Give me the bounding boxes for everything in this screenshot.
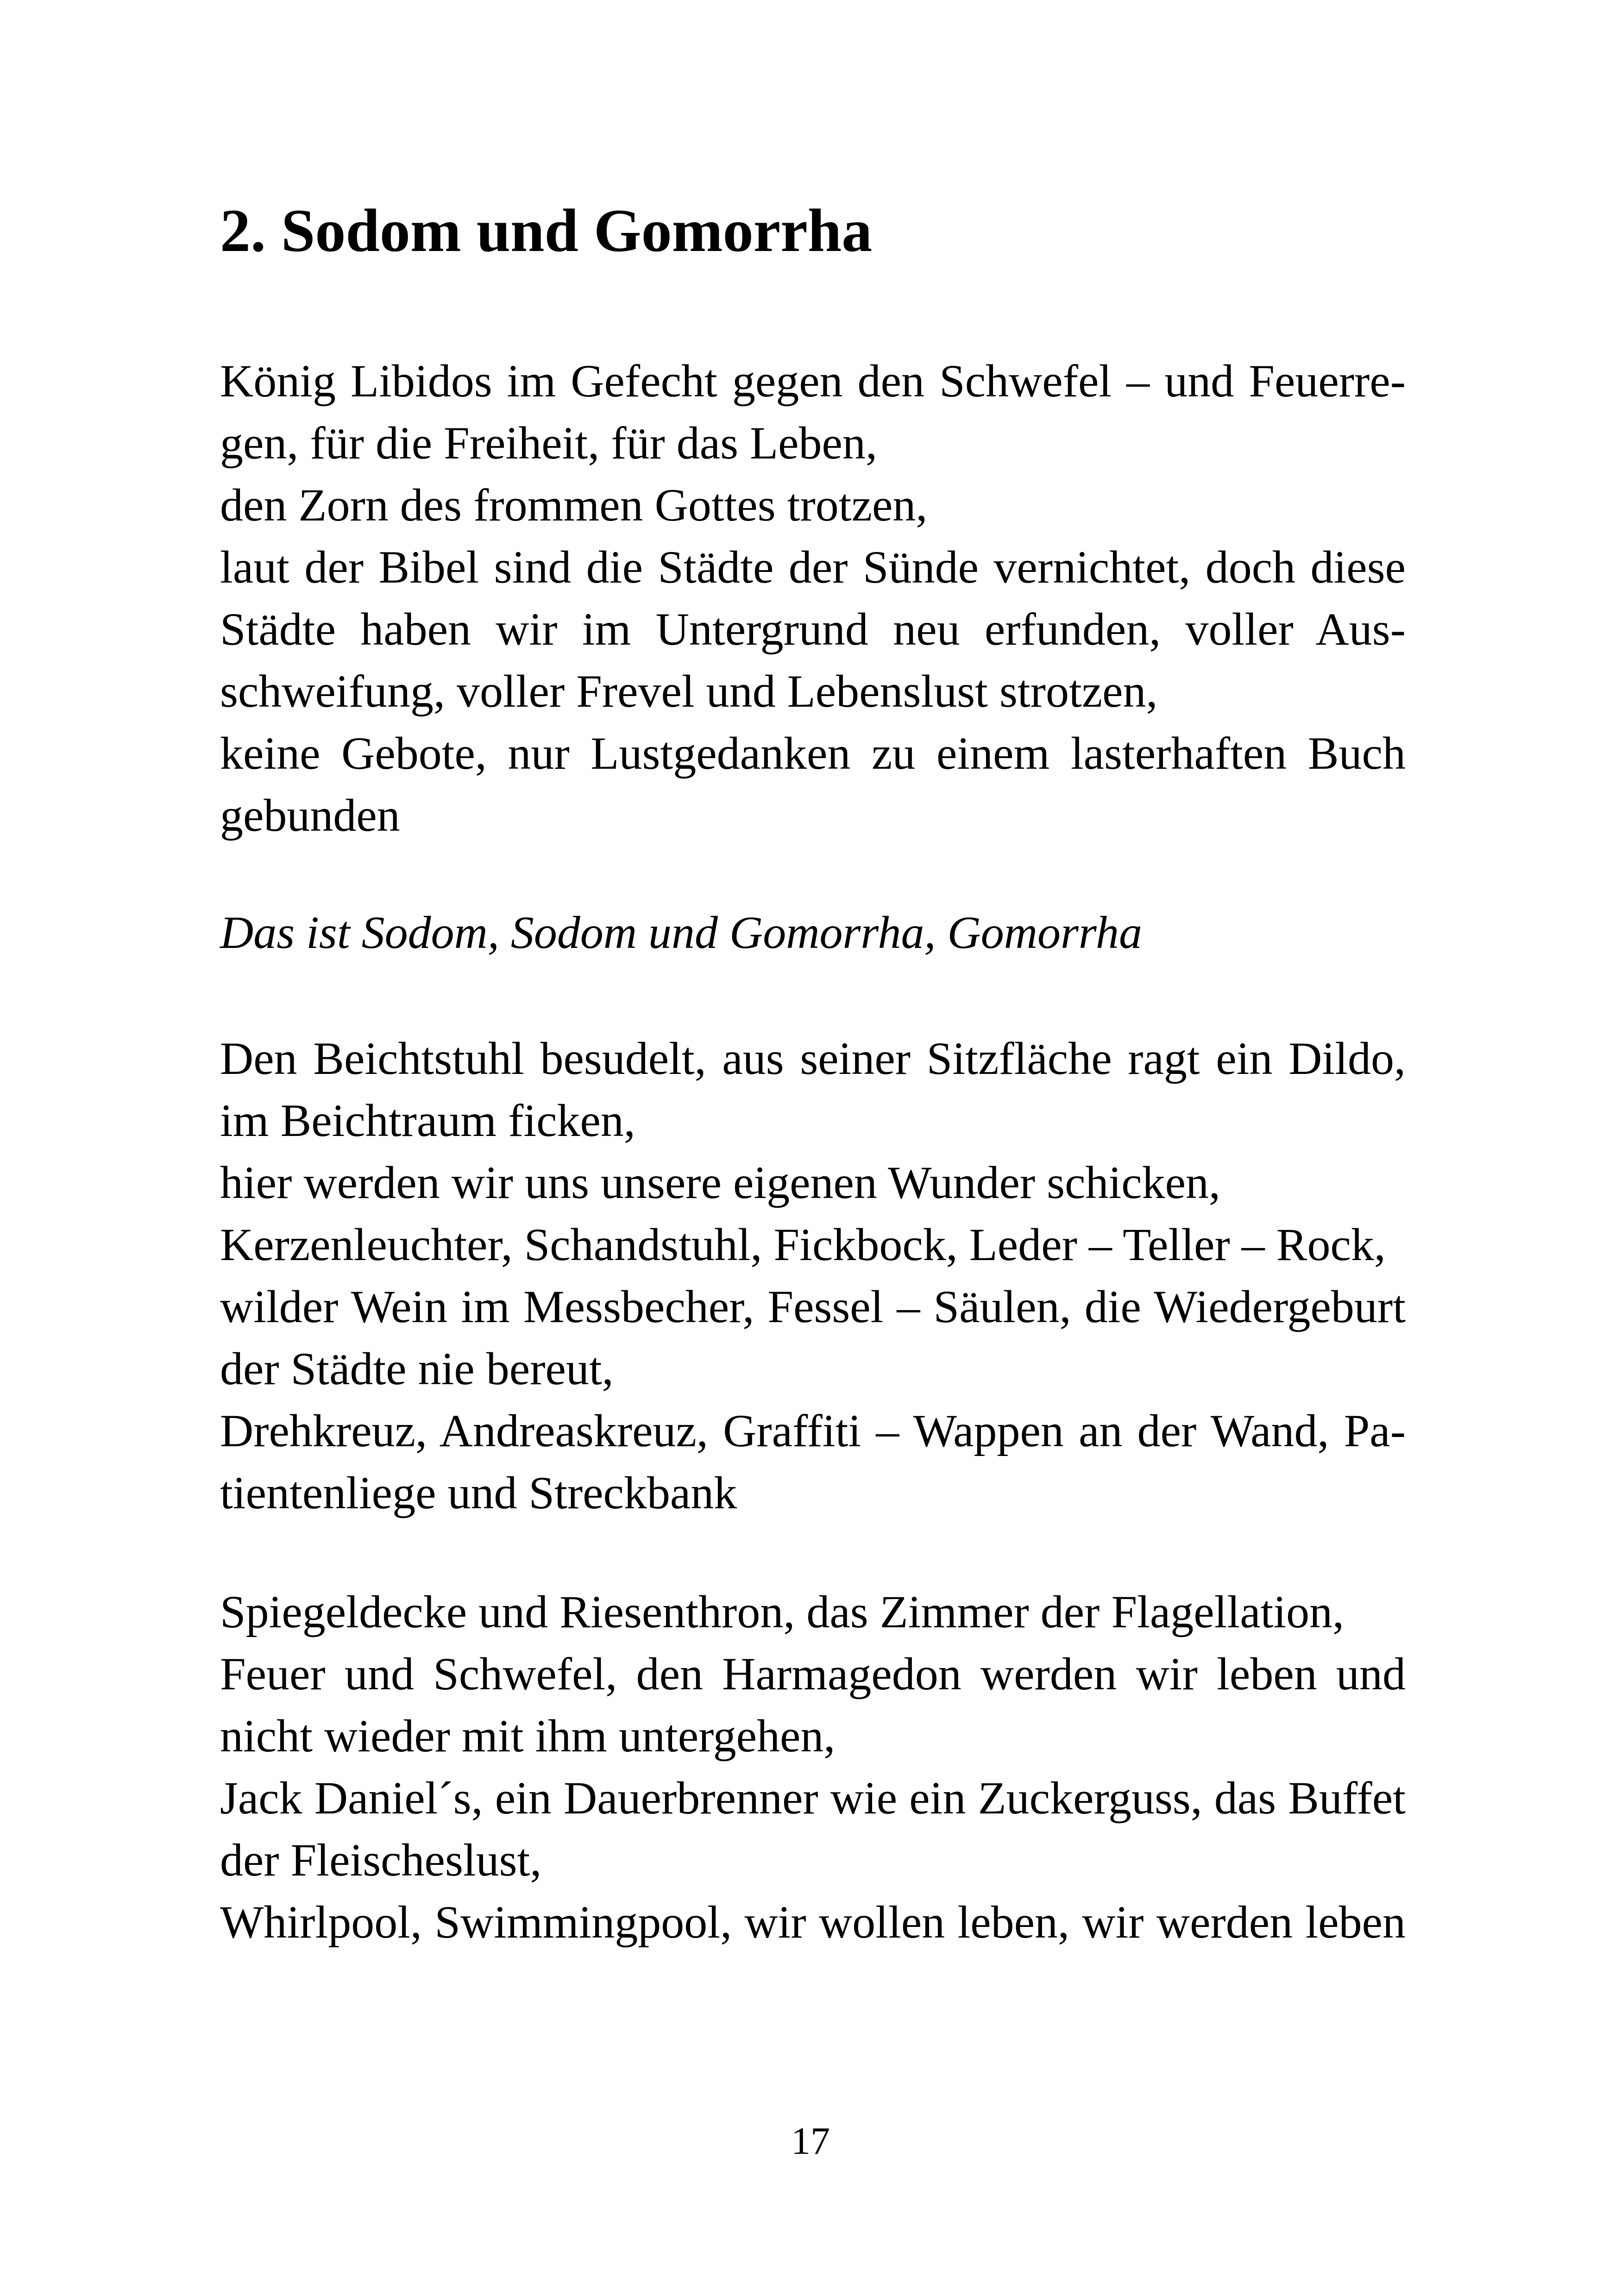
stanza-1 (220, 350, 1406, 847)
text-line: Städte haben wir im Untergrund neu erfunden, voller Aus- (220, 603, 1406, 655)
text-line: schweifung, voller Frevel und Lebenslust strotzen, (220, 665, 1158, 717)
stanza-3 (220, 1581, 1406, 1953)
refrain-line: Das ist Sodom, Sodom und Gomorrha, Gomorrha (220, 907, 1142, 958)
text-line: der Fleischeslust, (220, 1834, 542, 1886)
text-line: keine Gebote, nur Lustgedanken zu einem lasterhaften Buch (220, 728, 1406, 779)
text-line: Den Beichtstuhl besudelt, aus seiner Sitzfläche ragt ein Dildo, (220, 1033, 1406, 1084)
text-line: den Zorn des frommen Gottes trotzen, (220, 479, 928, 531)
text-line: der Städte nie bereut, (220, 1343, 614, 1394)
chapter-title: 2. Sodom und Gomorrha (220, 196, 873, 264)
page-number: 17 (791, 2120, 830, 2163)
text-line: hier werden wir uns unsere eigenen Wunder schicken, (220, 1157, 1221, 1208)
text-line: Whirlpool, Swimmingpool, wir wollen leben, wir werden leben (220, 1896, 1406, 1948)
text-line: König Libidos im Gefecht gegen den Schwefel – und Feuerre- (220, 355, 1406, 407)
text-line: Drehkreuz, Andreaskreuz, Graffiti – Wappen an der Wand, Pa- (220, 1405, 1406, 1456)
text-line: tientenliege und Streckbank (220, 1467, 737, 1518)
text-line: gebunden (220, 790, 400, 841)
text-line: gen, für die Freiheit, für das Leben, (220, 417, 877, 469)
text-line: laut der Bibel sind die Städte der Sünde vernichtet, doch diese (220, 541, 1406, 593)
text-line: wilder Wein im Messbecher, Fessel – Säulen, die Wiedergeburt (220, 1281, 1406, 1332)
refrain (220, 902, 1406, 964)
text-line: Spiegeldecke und Riesenthron, das Zimmer der Flagellation, (220, 1586, 1345, 1637)
text-line: Jack Daniel´s, ein Dauerbrenner wie ein Zuckerguss, das Buffet (220, 1772, 1406, 1824)
text-line: nicht wieder mit ihm untergehen, (220, 1710, 836, 1762)
text-line: im Beichtraum ficken, (220, 1095, 635, 1146)
text-line: Kerzenleuchter, Schandstuhl, Fickbock, Leder – Teller – Rock, (220, 1219, 1386, 1270)
stanza-2 (220, 1028, 1406, 1524)
text-line: Feuer und Schwefel, den Harmagedon werden wir leben und (220, 1648, 1406, 1700)
